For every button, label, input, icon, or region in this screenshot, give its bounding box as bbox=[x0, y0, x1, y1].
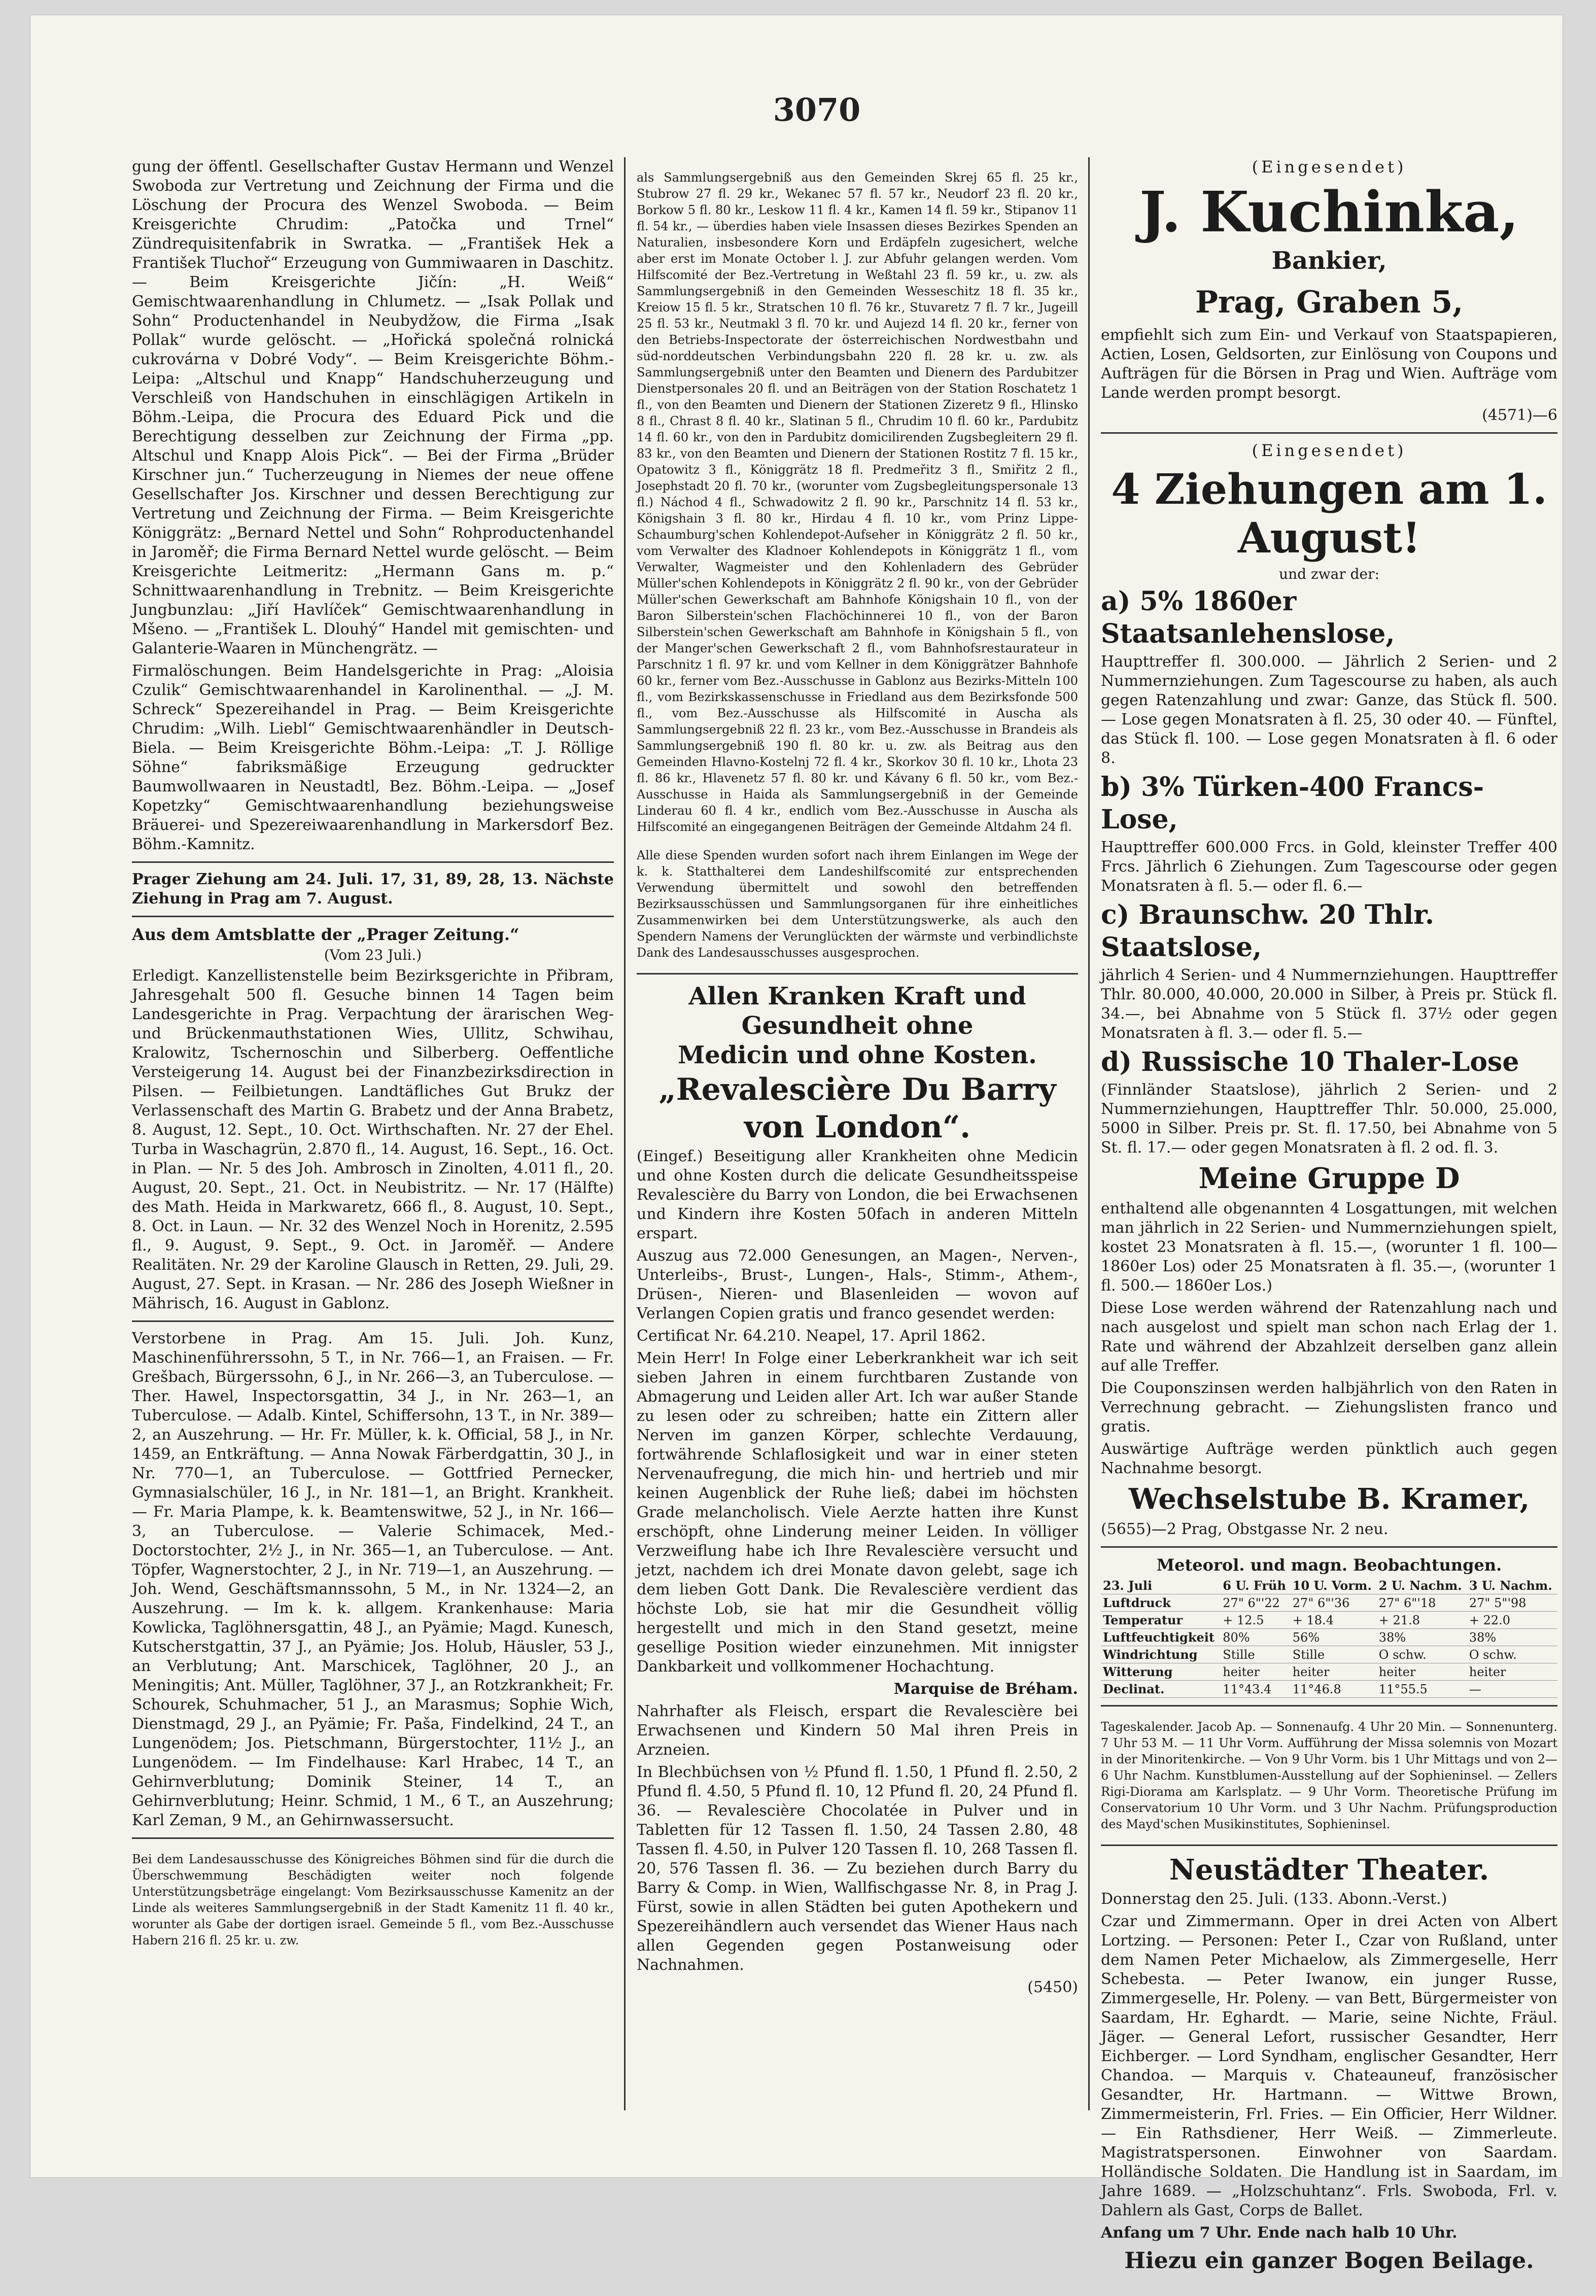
firm-deletions-text: Firmalöschungen. Beim Handelsgerichte in Prag: „Aloisia Czulik“ Gemischtwaarenhandel in Karolinenthal. — „J. M. Schreck“ Spezereihandel in Prag. — Beim Kreisgerichte Chrudim: „Wilh. Liebl“ Gemischtwaarenhändler in Deutsch-Biela. — Beim Kreisgerichte Böhm.-Leipa: „T. J. Röllige Söhne“ fabriksmäßige Erzeugung gedruckter Baumwollwaaren in Neustadtl, Bez. Böhm.-Leipa. — „Josef Kopetzky“ Gemischtwaarenhandlung beziehungsweise Bräuerei- und Spezereiwaarenhandlung in Markersdorf Bez. Böhm.-Kamnitz. bbox=[132, 662, 614, 853]
meteo-cell: 80% bbox=[1221, 1629, 1291, 1646]
kuchinka-code: (4571)—6 bbox=[1482, 406, 1557, 424]
theater-times: Anfang um 7 Uhr. Ende nach halb 10 Uhr. bbox=[1101, 2224, 1458, 2242]
meteo-cell: Declinat. bbox=[1101, 1681, 1221, 1698]
meteo-cell: Witterung bbox=[1101, 1663, 1221, 1681]
newspaper-page bbox=[30, 15, 1563, 2274]
meteo-cell: Stille bbox=[1221, 1646, 1291, 1663]
revalesciere-prices: In Blechbüchsen von ½ Pfund fl. 1.50, 1 Pfund fl. 2.50, 2 Pfund fl. 4.50, 5 Pfund fl. 10, 12 Pfund fl. 20, 24 Pfund fl. 36. — Revalescière Chocolatée in Pulver und in Tabletten für 12 Tassen fl. 1.50, 24 Tassen 2.80, 48 Tassen fl. 4.50, in Pulver 120 Tassen fl. 10, 268 Tassen fl. 20, 576 Tassen fl. 36. — Zu beziehen durch Barry du Barry & Comp. in Wien, Wallfischgasse Nr. 8, in Prag J. Fürst, sowie in allen Städten bei guten Apothekern und Spezereihändlern auch versendet das Wiener Haus nach allen Gegenden gegen Postanweisung oder Nachnahmen. bbox=[637, 1763, 1078, 1974]
lottery-result: Prager Ziehung am 24. Juli. 17, 31, 89, 28, 13. Nächste Ziehung in Prag am 7. August. bbox=[132, 871, 614, 908]
meteo-cell: heiter bbox=[1377, 1663, 1467, 1681]
divider bbox=[132, 916, 614, 917]
meteo-row bbox=[1101, 1612, 1557, 1629]
group-d-text-2: Diese Lose werden während der Ratenzahlung nach und nach ausgelost und spielt man schon nach Erlag der 1. Rate und während der Abzahlzeit derselben ganz allein auf alle Treffer. bbox=[1101, 1299, 1557, 1375]
lot-b-title: b) 3% Türken-400 Francs-Lose, bbox=[1101, 772, 1484, 835]
revalesciere-intro: (Eingef.) Beseitigung aller Krankheiten ohne Medicin und ohne Kosten durch die delicate Gesundheitsspeise Revalescière du Barry von London, die bei Erwachsenen und Kindern ihre Kosten 50fach in anderen Mitteln erspart. bbox=[637, 1147, 1078, 1242]
meteo-cell: heiter bbox=[1221, 1663, 1291, 1681]
revalesciere-subheadline: Medicin und ohne Kosten. bbox=[678, 1041, 1037, 1069]
column-rule bbox=[1088, 157, 1090, 2110]
meteo-cell: 10 U. Vorm. bbox=[1291, 1577, 1377, 1594]
meteo-row bbox=[1101, 1594, 1557, 1612]
submitted-label: (Eingesendet) bbox=[1252, 441, 1407, 460]
meteo-row bbox=[1101, 1577, 1557, 1594]
revalesciere-signature: Marquise de Bréham. bbox=[893, 1680, 1078, 1698]
revalesciere-headline: Allen Kranken Kraft und Gesundheit ohne bbox=[688, 982, 1026, 1040]
draws-subline: und zwar der: bbox=[1279, 566, 1379, 582]
revalesciere-nutrition: Nahrhafter als Fleisch, erspart die Revalescière bei Erwachsenen und Kindern 50 Mal ihren Preis in Arzneien. bbox=[637, 1702, 1078, 1759]
meteo-cell: + 22.0 bbox=[1467, 1612, 1557, 1629]
meteo-cell: 27" 5"'98 bbox=[1467, 1594, 1557, 1612]
submitted-label: (Eingesendet) bbox=[1252, 157, 1407, 177]
meteo-row bbox=[1101, 1681, 1557, 1698]
column-2 bbox=[637, 157, 1078, 2000]
meteo-cell: 27" 6"'18 bbox=[1377, 1594, 1467, 1612]
meteo-cell: Temperatur bbox=[1101, 1612, 1221, 1629]
meteo-cell: heiter bbox=[1467, 1663, 1557, 1681]
meteo-cell: Stille bbox=[1291, 1646, 1377, 1663]
divider bbox=[132, 1320, 614, 1322]
lot-c-text: jährlich 4 Serien- und 4 Nummernziehungen. Haupttreffer Thlr. 80.000, 40.000, 20.000 in Silber, à Preis pr. Stück fl. 34.—, bei Abnahme von 5 Stück fl. 37½ oder gegen Monatsraten à fl. 3.— oder fl. 5.— bbox=[1101, 966, 1557, 1042]
meteo-cell: 11°43.4 bbox=[1221, 1681, 1291, 1698]
lot-b-text: Haupttreffer 600.000 Frcs. in Gold, kleinster Treffer 400 Frcs. Jährlich 6 Ziehungen. Zum Tagescourse oder gegen Monatsraten à fl. 5.— oder fl. 6.— bbox=[1101, 839, 1557, 895]
meteo-cell: 3 U. Nachm. bbox=[1467, 1577, 1557, 1594]
lot-a-title: a) 5% 1860er Staatsanlehenslose, bbox=[1101, 586, 1395, 649]
lot-d-title: d) Russische 10 Thaler-Lose bbox=[1101, 1047, 1519, 1077]
revalesciere-excerpt: Auszug aus 72.000 Genesungen, an Magen-, Nerven-, Unterleibs-, Brust-, Lungen-, Hals-, Stimm-, Athem-, Drüsen-, Nieren- und Blasenleiden — wovon auf Verlangen Copien gratis und franco gesendet werden: bbox=[637, 1247, 1078, 1323]
divider bbox=[1101, 1546, 1557, 1548]
group-d-text-3: Die Couponszinsen werden halbjährlich von den Raten in Verrechnung gebracht. — Ziehungslisten franco und gratis. bbox=[1101, 1379, 1557, 1436]
meteo-table bbox=[1101, 1577, 1557, 1698]
meteo-cell: Windrichtung bbox=[1101, 1646, 1221, 1663]
divider bbox=[1101, 1845, 1557, 1846]
meteo-cell: 11°46.8 bbox=[1291, 1681, 1377, 1698]
kuchinka-title: Bankier, bbox=[1271, 247, 1387, 275]
meteo-cell: 2 U. Nachm. bbox=[1377, 1577, 1467, 1594]
meteo-row bbox=[1101, 1629, 1557, 1646]
meteo-cell: O schw. bbox=[1377, 1646, 1467, 1663]
meteo-cell: + 21.8 bbox=[1377, 1612, 1467, 1629]
meteo-row bbox=[1101, 1663, 1557, 1681]
divider bbox=[132, 861, 614, 863]
meteo-cell: + 12.5 bbox=[1221, 1612, 1291, 1629]
theater-date: Donnerstag den 25. Juli. (133. Abonn.-Verst.) bbox=[1101, 1890, 1447, 1908]
meteo-cell: 23. Juli bbox=[1101, 1577, 1221, 1594]
revalesciere-code: (5450) bbox=[1027, 1978, 1078, 1996]
revalesciere-testimonial: Mein Herr! In Folge einer Leberkrankheit war ich seit sieben Jahren in einem furchtbaren Zustande von Abmagerung und Leiden aller Art. Ich war außer Stande zu lesen oder zu schreiben; hatte ein Zittern aller Nerven im ganzen Körper, schlechte Verdauung, fortwährende Schlaflosigkeit und war in einer steten Nervenaufregung, die mich hin- und hertrieb und mir keinen Augenblick der Ruhe ließ; dabei im höchsten Grade melancholisch. Viele Aerzte hatten ihre Kunst erschöpft, ohne Linderung meiner Leiden. In völliger Verzweiflung habe ich Ihre Revalescière versucht und jetzt, nachdem ich drei Monate davon gelebt, sage ich dem lieben Gott Dank. Die Revalescière verdient das höchste Lob, sie hat mir die Gesundheit völlig hergestellt und mich in den Stand gesetzt, meine gesellige Position wieder einzunehmen. Mit innigster Dankbarkeit und vollkommener Hochachtung. bbox=[637, 1349, 1078, 1676]
column-3 bbox=[1101, 157, 1557, 2296]
lot-c-title: c) Braunschw. 20 Thlr. Staatslose, bbox=[1101, 899, 1434, 963]
group-d-text: enthaltend alle obgenannten 4 Losgattungen, mit welchen man jährlich in 22 Serien- und Nummernziehungen spielt, kostet 23 Monatsraten à fl. 15.—, (worunter 1 fl. 100— 1860er Los) oder 25 Monatsraten à fl. 35.—, (worunter 1 fl. 500.— 1860er Los.) bbox=[1101, 1200, 1557, 1295]
theater-text: Czar und Zimmermann. Oper in drei Acten von Albert Lortzing. — Personen: Peter I., Czar von Rußland, unter dem Namen Peter Michaelow, als Zimmergeselle, Herr Schebesta. — Peter Iwanow, ein junger Russe, Zimmergeselle, Hr. Poleny. — van Bett, Bürgermeister von Saardam, Hr. Eghardt. — Marie, seine Nichte, Fräul. Jäger. — General Lefort, russischer Gesandter, Herr Eichberger. — Lord Syndham, englischer Gesandter, Herr Chandoa. — Marquis v. Chateauneuf, französischer Gesandter, Hr. Hartmann. — Wittwe Brown, Zimmermeisterin, Frl. Fries. — Ein Officier, Herr Wildner. — Ein Rathsdiener, Herr Weiß. — Zimmerleute. Magistratspersonen. Einwohner von Saardam. Holländische Soldaten. Die Handlung ist in Saardam, im Jahre 1689. — „Holzschuhtanz“. Frls. Swoboda, Frl. v. Dahlern als Gast, Corps de Ballet. bbox=[1101, 1912, 1557, 2219]
amtsblatt-heading: Aus dem Amtsblatte der „Prager Zeitung.“ bbox=[132, 925, 519, 944]
theater-title: Neustädter Theater. bbox=[1169, 1853, 1489, 1887]
meteo-cell: Luftdruck bbox=[1101, 1594, 1221, 1612]
meteo-cell: 27" 6"'22 bbox=[1221, 1594, 1291, 1612]
kuchinka-address: Prag, Graben 5, bbox=[1195, 285, 1464, 320]
meteo-title: Meteorol. und magn. Beobachtungen. bbox=[1156, 1555, 1502, 1575]
meteo-cell: + 18.4 bbox=[1291, 1612, 1377, 1629]
divider bbox=[1101, 1705, 1557, 1707]
kramer-name: Wechselstube B. Kramer, bbox=[1128, 1482, 1530, 1516]
relief-donations-text: Bei dem Landesausschusse des Königreiches Böhmen sind für die durch die Überschwemmung Beschädigten weiter noch folgende Unterstützungsbeträge eingelangt: Vom Bezirksausschusse Kamenitz an der Linde als weiteres Sammlungsergebniß in der Stadt Kamenitz 11 fl. 40 kr., worunter als Gabe der dortigen israel. Gemeinde 5 fl., vom Bez.-Ausschusse Habern 216 fl. 25 kr. u. zw. bbox=[132, 1852, 614, 1947]
meteo-cell: 38% bbox=[1377, 1629, 1467, 1646]
kuchinka-text: empfiehlt sich zum Ein- und Verkauf von Staatspapieren, Actien, Losen, Geldsorten, zur Einlösung von Coupons und Aufträgen für die Börsen in Prag und Wien. Aufträge vom Lande werden prompt besorgt. bbox=[1101, 326, 1557, 402]
draws-headline: 4 Ziehungen am 1. August! bbox=[1111, 465, 1547, 563]
meteo-cell: — bbox=[1467, 1681, 1557, 1698]
donations-text: als Sammlungsergebniß aus den Gemeinden Skrej 65 fl. 25 kr., Stubrow 27 fl. 29 kr., Wekanec 57 fl. 57 kr., Neudorf 23 fl. 20 kr., Borkow 5 fl. 80 kr., Leskow 11 fl. 4 kr., Kamen 14 fl. 59 kr., Stipanov 11 fl. 54 kr., — überdies haben viele Insassen dieses Bezirkes Spenden an Naturalien, insbesondere Korn und Erdäpfeln zugesichert, welche aber erst im Monate October l. J. zur Abfuhr gelangen werden. Vom Hilfscomité der Bez.-Vertretung in Weßtahl 23 fl. 59 kr., u. zw. als Sammlungsergebniß in den Gemeinden Wesseschitz 18 fl. 35 kr., Kreiow 15 fl. 5 kr., Stratschen 10 fl. 76 kr., Stuvaretz 7 fl. 7 kr., Jugeill 25 fl. 53 kr., Neutmakl 3 fl. 70 kr. und Aujezd 14 fl. 20 kr., ferner von den Betriebs-Inspectorate der österreichischen Nordwestbahn und süd-norddeutschen Verbindungsbahn 220 fl. 28 kr. u. zw. als Sammlungsergebniß unter den Beamten und Dienern des Pardubitzer Dienstpersonales 20 fl. und an Beiträgen von der Station Roschatetz 1 fl., von den Beamten und Dienern der Stationen Zizeretz 9 fl., Hlinsko 8 fl., Chrast 8 fl. 40 kr., Slatinan 5 fl., Chrudim 10 fl. 60 kr., Pardubitz 14 fl. 60 kr., von den in Pardubitz domicilirenden Zugsbegleitern 29 fl. 83 kr., von den Beamten und Dienern der Stationen Rostitz 7 fl. 15 kr., Opatowitz 3 fl., Königgrätz 18 fl. Predmeřitz 3 fl., Smiřitz 2 fl., Josephstadt 20 fl. 70 kr., (worunter vom Zugsbegleitungspersonale 13 fl.) Náchod 4 fl., Schwadowitz 2 fl. 90 kr., Parschnitz 14 fl. 53 kr., Königshain 3 fl. 80 kr., Hirdau 4 fl. 10 kr., vom Prinz Lippe-Schaumburg'schen Kohlendepot-Aufseher in Königgrätz 2 fl. 50 kr., vom Verwalter des Kladnoer Kohlendepots in Königgrätz 1 fl., vom Verwalter, Wagmeister und den Kohlenladern des Gebrüder Müller'schen Kohlendepots in Königgrätz 2 fl. 90 kr., von der Gebrüder Müller'schen Gewerkschaft am Bahnhofe Königshain 10 fl., von der Baron Silberstein'schen Flachöchinnerei 10 fl., von der Baron Silberstein'schen Gewerkschaft am Bahnhofe in Königshain 5 fl., von der Manger'schen Gewerkschaft 2 fl., vom Bahnhofsrestaurateur in Parschnitz 1 fl. 97 kr. und vom Kellner in dem Königgrätzer Bahnhofe 60 kr., ferner vom Bez.-Ausschusse in Gablonz aus Bezirks-Mitteln 100 fl., vom Bezirkskassenschusse in Friedland aus dem Bezirksfonde 500 fl., vom Bez.-Ausschusse als Hilfscomité in Auscha als Sammlungsergebniß 22 fl. 23 kr., vom Bez.-Ausschusse in Brandeis als Sammlungsergebniß 190 fl. 80 kr. u. zw. als Beitrag aus den Gemeinden Hlavno-Kostelnj 72 fl. 4 kr., Skorkov 30 fl. 10 kr., Lhota 23 fl. 86 kr., Hlavenetz 57 fl. 80 kr. und Kávany 6 fl. 50 kr., vom Bez.-Ausschusse in Haida als Sammlungsergebniß in der Gemeinde Linderau 60 fl. 4 kr., endlich vom Bez.-Ausschusse in Auscha als Hilfscomité an eingegangenen Beiträgen der Gemeinde Altdahm 24 fl. bbox=[637, 170, 1078, 834]
kuchinka-name: J. Kuchinka, bbox=[1139, 179, 1519, 245]
column-rule bbox=[624, 157, 626, 2110]
meteo-cell: 6 U. Früh bbox=[1221, 1577, 1291, 1594]
meteo-cell: Luftfeuchtigkeit bbox=[1101, 1629, 1221, 1646]
kramer-code: (5655)—2 Prag, Obstgasse Nr. 2 neu. bbox=[1101, 1520, 1389, 1538]
meteo-cell: 56% bbox=[1291, 1629, 1377, 1646]
divider bbox=[637, 973, 1078, 975]
column-1 bbox=[132, 157, 614, 1961]
group-d-title: Meine Gruppe D bbox=[1198, 1162, 1460, 1195]
divider bbox=[132, 1837, 614, 1839]
amtsblatt-date: (Vom 23 Juli.) bbox=[324, 947, 422, 963]
group-d-text-4: Auswärtige Aufträge werden pünktlich auch gegen Nachnahme besorgt. bbox=[1101, 1440, 1557, 1477]
divider bbox=[1101, 432, 1557, 434]
revalesciere-product-origin: von London“. bbox=[744, 1109, 971, 1145]
meteo-cell: O schw. bbox=[1467, 1646, 1557, 1663]
supplement-note: Hiezu ein ganzer Bogen Beilage. bbox=[1124, 2248, 1534, 2274]
deaths-text: Verstorbene in Prag. Am 15. Juli. Joh. Kunz, Maschinenführerssohn, 5 T., in Nr. 766—1, an Fraisen. — Fr. Grešbach, Bürgerssohn, 6 J., in Nr. 266—3, an Tuberculose. — Ther. Hawel, Inspectorsgattin, 34 J., in Nr. 263—1, an Tuberculose. — Adalb. Kintel, Schiffersohn, 13 T., in Nr. 389—2, an Auszehrung. — Hr. Fr. Müller, k. k. Official, 58 J., in Nr. 1459, an Entkräftung. — Anna Nowak Färberdgattin, 30 J., in Nr. 770—1, an Tuberculose. — Gottfried Pernecker, Gymnasialschüler, 16 J., in Nr. 181—1, an Bright. Krankheit. — Fr. Maria Plampe, k. k. Beamtenswitwe, 52 J., in Nr. 166—3, an Tuberculose. — Valerie Schimacek, Med.-Doctorstochter, 2½ J., in Nr. 365—1, an Tuberculose. — Ant. Töpfer, Wagnerstochter, 2 J., in Nr. 719—1, an Auszehrung. — Joh. Wend, Geschäftsmannssohn, 5 M., in Nr. 1324—2, an Auszehrung. — Im k. k. allgem. Krankenhause: Maria Kowlicka, Taglöhnersgattin, 48 J., an Pyämie; Magd. Kunesch, Kutscherstgattin, 37 J., an Pyämie; Jos. Holub, Häusler, 53 J., an Verblutung; Ant. Marschicek, Taglöhner, 20 J., an Meningitis; Ant. Müller, Taglöhner, 37 J., an Rotzkrankheit; Fr. Schourek, Schuhmacher, 51 J., an Marasmus; Sophie Wich, Dienstmagd, 29 J., an Pyämie; Fr. Paša, Findelkind, 24 T., an Lungenödem; Jos. Pietschmann, Bürgerstochter, 11½ J., an Lungenödem. — Im Findelhause: Karl Hrabec, 14 T., an Gehirnverblutung; Dominik Steiner, 14 T., an Gehirnverblutung; Heinr. Schmid, 1 M., 6 T., an Auszehrung; Karl Zeman, 9 M., an Gehirnwassersucht. bbox=[132, 1330, 614, 1829]
amtsblatt-text: Erledigt. Kanzellistenstelle beim Bezirksgerichte in Přibram, Jahresgehalt 500 fl. Gesuche binnen 14 Tagen beim Landesgerichte in Prag. Verpachtung der ärarischen Weg- und Brückenmauthstationen Wies, Ullitz, Schwihau, Kralowitz, Tschernoschin und Silberberg. Oeffentliche Versteigerung 14. August bei der Finanzbezirksdirection in Pilsen. — Feilbietungen. Landtäfliches Gut Brukz der Verlassenschaft des Martin G. Brabetz und der Anna Brabetz, 8. August, 12. Sept., 10. Oct. Wirthschaften. Nr. 27 der Ehel. Turba in Waschagrün, 2.870 fl., 14. August, 16. Sept., 16. Oct. in Plan. — Nr. 5 des Joh. Ambrosch in Zinolten, 4.011 fl., 20. August, 20. Sept., 21. Oct. in Neubistritz. — Nr. 17 (Hälfte) des Math. Heida in Markwaretz, 666 fl., 8. August, 10. Sept., 8. Oct. in Laun. — Nr. 32 des Wenzel Noch in Horenitz, 2.595 fl., 9. August, 9. Sept., 9. Oct. in Jaroměř. — Andere Realitäten. Nr. 29 der Karoline Glausch in Retten, 29. Juli, 29. August, 27. Sept. in Krasan. — Nr. 286 des Joseph Wießner in Mährisch, 16. August in Gablonz. bbox=[132, 967, 614, 1312]
lot-a-text: Haupttreffer fl. 300.000. — Jährlich 2 Serien- und 2 Nummernziehungen. Zum Tagescourse zu haben, als auch gegen Ratenzahlung und zwar: Ganze, das Stück fl. 500. — Lose gegen Monatsraten à fl. 25, 30 oder 40. — Fünftel, das Stück fl. 100. — Lose gegen Monatsraten à fl. 6 oder 8. bbox=[1101, 653, 1557, 767]
donations-conclusion: Alle diese Spenden wurden sofort nach ihrem Einlangen im Wege der k. k. Statthalterei dem Landeshilfscomité zur entsprechenden Verwendung übermittelt und sowohl den betreffenden Bezirksausschüssen und Sammlungsorganen für ihre einheitliches Zusammenwirken bei dem Unterstützungswerke, als auch den Spendern Namens der Verunglückten der wärmste und verbindlichste Dank des Landesausschusses ausgesprochen. bbox=[637, 848, 1078, 960]
commerce-register-text: gung der öffentl. Gesellschafter Gustav Hermann und Wenzel Swoboda zur Vertretung und Zeichnung der Firma und die Löschung der Procura des Wenzel Swoboda. — Beim Kreisgerichte Chrudim: „Patočka und Trnel“ Zündrequisitenfabrik in Swratka. — „František Hek a František Tluchoř“ Erzeugung von Gummiwaaren in Daschitz. — Beim Kreisgerichte Jičín: „H. Weiß“ Gemischtwaarenhandlung in Chlumetz. — „Isak Pollak und Sohn“ Productenhandel in Neubydžow, die Firma „Isak Pollak“ wurde gelöscht. — „Hořická společná rolnická cukrovárna v Dobré Vody“. — Beim Kreisgerichte Böhm.-Leipa: „Altschul und Knapp“ Handschuherzeugung und Verschleiß von Handschuhen in einschlägigen Artikeln in Böhm.-Leipa, die Procura des Eduard Pick und die Berechtigung desselben zur Zeichnung der Firma „pp. Altschul und Knapp Alois Pick“. — Bei der Firma „Brüder Kirschner jun.“ Tucherzeugung in Niemes der neue offene Gesellschafter Jos. Kirschner und dessen Berechtigung zur Vertretung und Zeichnung der Firma. — Beim Kreisgerichte Königgrätz: „Bernard Nettel und Sohn“ Rohproductenhandel in Jaroměř; die Firma Bernard Nettel wurde gelöscht. — Beim Kreisgerichte Leitmeritz: „Hermann Gans m. p.“ Schnittwaarenhandlung in Trebnitz. — Beim Kreisgerichte Jungbunzlau: „Jiří Havlíček“ Gemischtwaarenhandlung in Mšeno. — „František L. Dlouhý“ Handel mit gemischten- und Galanterie-Waaren in Münchengrätz. — bbox=[132, 158, 614, 657]
daily-calendar: Tageskalender. Jacob Ap. — Sonnenaufg. 4 Uhr 20 Min. — Sonnenunterg. 7 Uhr 53 M. — 11 Uhr Vorm. Aufführung der Missa solemnis von Mozart in der Minoritenkirche. — Von 9 Uhr Vorm. bis 1 Uhr Mittags und von 2—6 Uhr Nachm. Kunstblumen-Ausstellung auf der Sophieninsel. — Zellers Rigi-Diorama am Karlsplatz. — 9 Uhr Vorm. Theoretische Prüfung im Conservatorium 10 Uhr Vorm. und 3 Uhr Nachm. Prüfungsproduction des Mayd'schen Musikinstitutes, Sophieninsel. bbox=[1101, 1720, 1557, 1831]
meteo-cell: 38% bbox=[1467, 1629, 1557, 1646]
meteo-cell: 11°55.5 bbox=[1377, 1681, 1467, 1698]
page-number: 3070 bbox=[773, 91, 861, 128]
meteo-row bbox=[1101, 1646, 1557, 1663]
revalesciere-product-name: „Revalescière Du Barry bbox=[658, 1072, 1056, 1107]
meteo-cell: 27" 6"'36 bbox=[1291, 1594, 1377, 1612]
lot-d-text: (Finnländer Staatslose), jährlich 2 Serien- und 2 Nummernziehungen, Haupttreffer Thlr. 50.000, 25.000, 5000 in Silber. Preis pr. St. fl. 17.50, bei Abnahme von 5 St. fl. 17.— oder gegen Monatsraten à fl. 2 od. fl. 3. bbox=[1101, 1081, 1557, 1157]
meteo-cell: heiter bbox=[1291, 1663, 1377, 1681]
revalesciere-certificate: Certificat Nr. 64.210. Neapel, 17. April 1862. bbox=[637, 1327, 986, 1345]
